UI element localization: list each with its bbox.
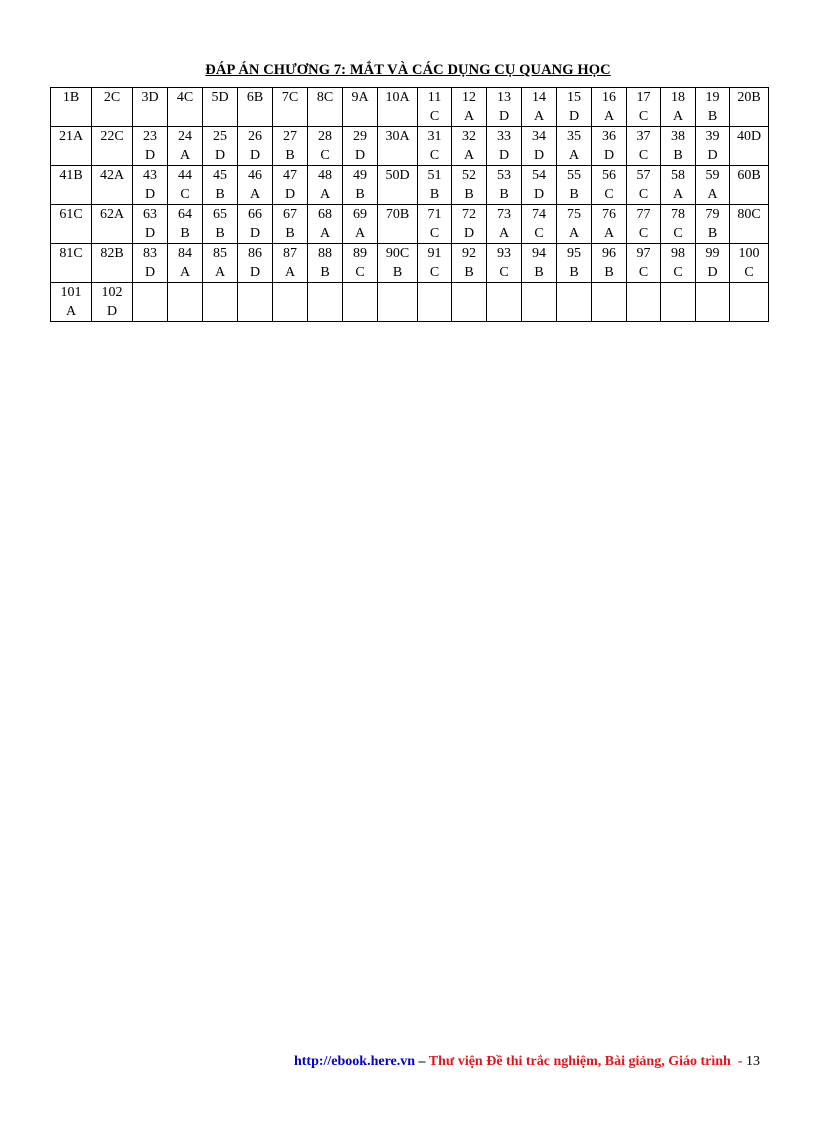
- answer-cell: 39 D: [696, 127, 730, 166]
- answer-cell: 50D: [378, 166, 418, 205]
- answer-cell: 41B: [51, 166, 92, 205]
- answer-cell: [696, 283, 730, 322]
- page-number: 13: [746, 1054, 760, 1069]
- answer-cell: [592, 283, 627, 322]
- answer-cell: 82B: [92, 244, 133, 283]
- answer-cell: 94 B: [522, 244, 557, 283]
- answer-cell: 55 B: [557, 166, 592, 205]
- answer-cell: 19 B: [696, 88, 730, 127]
- answer-cell: [661, 283, 696, 322]
- answer-cell: 2C: [92, 88, 133, 127]
- answer-cell: 86 D: [238, 244, 273, 283]
- answer-cell: 28 C: [308, 127, 343, 166]
- answer-cell: 47 D: [273, 166, 308, 205]
- answer-cell: 70B: [378, 205, 418, 244]
- answer-row: [51, 88, 769, 127]
- footer-library-text: Thư viện Đề thi trắc nghiệm, Bài giảng, Giáo trình: [428, 1054, 731, 1069]
- answer-cell: 85 A: [203, 244, 238, 283]
- answer-cell: 66 D: [238, 205, 273, 244]
- answer-cell: 60B: [730, 166, 769, 205]
- answer-cell: 34 D: [522, 127, 557, 166]
- answer-cell: 100 C: [730, 244, 769, 283]
- answer-cell: 73 A: [487, 205, 522, 244]
- answer-cell: [452, 283, 487, 322]
- answer-cell: 37 C: [627, 127, 661, 166]
- answer-cell: 15 D: [557, 88, 592, 127]
- footer-url-link[interactable]: http://ebook.here.vn: [293, 1054, 416, 1069]
- answer-key-title: ĐÁP ÁN CHƯƠNG 7: MẮT VÀ CÁC DỤNG CỤ QUANG HỌC: [205, 62, 611, 78]
- answer-cell: 93 C: [487, 244, 522, 283]
- page-footer: [0, 1054, 760, 1070]
- answer-cell: 38 B: [661, 127, 696, 166]
- footer-separator: –: [415, 1054, 429, 1069]
- answer-cell: 62A: [92, 205, 133, 244]
- answer-cell: 13 D: [487, 88, 522, 127]
- answer-row: [51, 244, 769, 283]
- answer-cell: 53 B: [487, 166, 522, 205]
- answer-cell: 98 C: [661, 244, 696, 283]
- answer-cell: 59 A: [696, 166, 730, 205]
- answer-cell: 42A: [92, 166, 133, 205]
- answer-cell: [238, 283, 273, 322]
- answer-cell: 1B: [51, 88, 92, 127]
- answer-cell: 68 A: [308, 205, 343, 244]
- answer-cell: [418, 283, 452, 322]
- answer-cell: 9A: [343, 88, 378, 127]
- answer-cell: 54 D: [522, 166, 557, 205]
- answer-cell: 35 A: [557, 127, 592, 166]
- answer-cell: 25 D: [203, 127, 238, 166]
- answer-cell: 48 A: [308, 166, 343, 205]
- answer-cell: 16 A: [592, 88, 627, 127]
- answer-cell: 20B: [730, 88, 769, 127]
- answer-cell: 4C: [168, 88, 203, 127]
- answer-cell: [730, 283, 769, 322]
- answer-cell: 89 C: [343, 244, 378, 283]
- answer-cell: 18 A: [661, 88, 696, 127]
- answer-row: [51, 166, 769, 205]
- answer-cell: 74 C: [522, 205, 557, 244]
- answer-cell: 61C: [51, 205, 92, 244]
- answer-cell: 31 C: [418, 127, 452, 166]
- answer-cell: 80C: [730, 205, 769, 244]
- answer-cell: 10A: [378, 88, 418, 127]
- footer-dash: -: [730, 1054, 746, 1069]
- answer-cell: 56 C: [592, 166, 627, 205]
- answer-cell: 24 A: [168, 127, 203, 166]
- answer-cell: 99 D: [696, 244, 730, 283]
- answer-cell: 40D: [730, 127, 769, 166]
- answer-cell: 57 C: [627, 166, 661, 205]
- answer-cell: 71 C: [418, 205, 452, 244]
- answer-cell: 87 A: [273, 244, 308, 283]
- answer-cell: 64 B: [168, 205, 203, 244]
- answer-row: [51, 205, 769, 244]
- answer-cell: 12 A: [452, 88, 487, 127]
- answer-key-body: [51, 88, 769, 322]
- answer-row: [51, 127, 769, 166]
- answer-cell: 29 D: [343, 127, 378, 166]
- answer-cell: 7C: [273, 88, 308, 127]
- answer-cell: 81C: [51, 244, 92, 283]
- answer-cell: 63 D: [133, 205, 168, 244]
- answer-cell: [627, 283, 661, 322]
- answer-cell: 51 B: [418, 166, 452, 205]
- answer-cell: [343, 283, 378, 322]
- answer-cell: 22C: [92, 127, 133, 166]
- answer-cell: 17 C: [627, 88, 661, 127]
- answer-cell: 72 D: [452, 205, 487, 244]
- answer-row: [51, 283, 769, 322]
- answer-cell: 23 D: [133, 127, 168, 166]
- answer-cell: [168, 283, 203, 322]
- answer-cell: 3D: [133, 88, 168, 127]
- answer-cell: 75 A: [557, 205, 592, 244]
- answer-cell: 49 B: [343, 166, 378, 205]
- answer-cell: 65 B: [203, 205, 238, 244]
- answer-cell: 36 D: [592, 127, 627, 166]
- answer-cell: 67 B: [273, 205, 308, 244]
- answer-cell: 90C B: [378, 244, 418, 283]
- answer-cell: 52 B: [452, 166, 487, 205]
- answer-cell: 33 D: [487, 127, 522, 166]
- answer-cell: 26 D: [238, 127, 273, 166]
- answer-cell: 76 A: [592, 205, 627, 244]
- answer-cell: 21A: [51, 127, 92, 166]
- answer-cell: 97 C: [627, 244, 661, 283]
- answer-cell: 27 B: [273, 127, 308, 166]
- answer-cell: [378, 283, 418, 322]
- answer-cell: 91 C: [418, 244, 452, 283]
- answer-cell: 46 A: [238, 166, 273, 205]
- answer-cell: 6B: [238, 88, 273, 127]
- answer-key-table: [50, 87, 769, 322]
- answer-cell: [557, 283, 592, 322]
- answer-cell: 78 C: [661, 205, 696, 244]
- answer-cell: 79 B: [696, 205, 730, 244]
- page-title: [0, 62, 816, 79]
- answer-cell: 102 D: [92, 283, 133, 322]
- answer-cell: 69 A: [343, 205, 378, 244]
- answer-cell: 77 C: [627, 205, 661, 244]
- answer-cell: [487, 283, 522, 322]
- answer-cell: 44 C: [168, 166, 203, 205]
- answer-cell: 84 A: [168, 244, 203, 283]
- answer-cell: 5D: [203, 88, 238, 127]
- answer-cell: 58 A: [661, 166, 696, 205]
- answer-cell: 45 B: [203, 166, 238, 205]
- answer-cell: 95 B: [557, 244, 592, 283]
- answer-cell: 11 C: [418, 88, 452, 127]
- answer-cell: 14 A: [522, 88, 557, 127]
- answer-cell: 32 A: [452, 127, 487, 166]
- answer-cell: [273, 283, 308, 322]
- answer-cell: 96 B: [592, 244, 627, 283]
- answer-cell: 83 D: [133, 244, 168, 283]
- answer-cell: [203, 283, 238, 322]
- answer-cell: 92 B: [452, 244, 487, 283]
- answer-cell: [308, 283, 343, 322]
- answer-cell: 101 A: [51, 283, 92, 322]
- answer-cell: 30A: [378, 127, 418, 166]
- answer-cell: 8C: [308, 88, 343, 127]
- answer-cell: [522, 283, 557, 322]
- answer-cell: 88 B: [308, 244, 343, 283]
- answer-cell: 43 D: [133, 166, 168, 205]
- answer-cell: [133, 283, 168, 322]
